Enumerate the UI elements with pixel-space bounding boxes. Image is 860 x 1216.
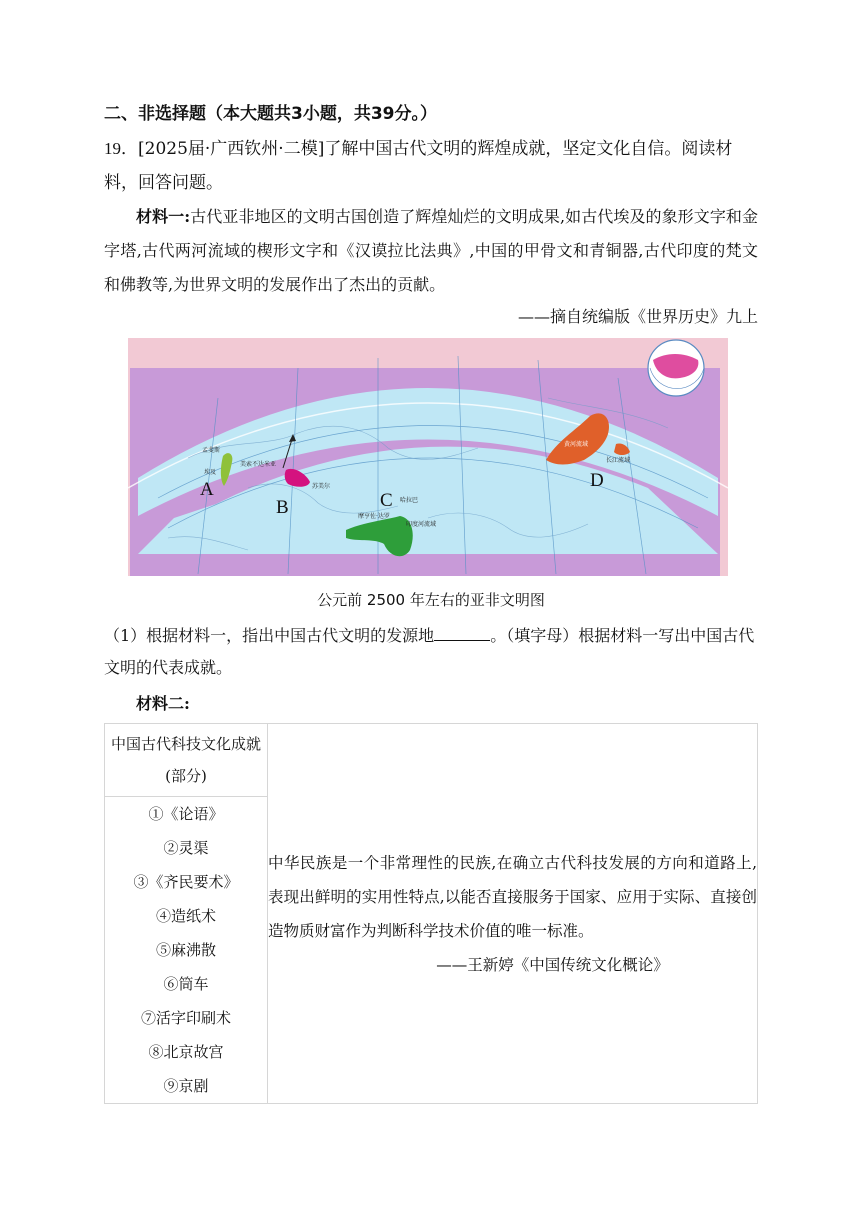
map-graphic <box>128 338 728 576</box>
list-item: ⑦活字印刷术 <box>140 1009 231 1027</box>
list-item: ⑧北京故宫 <box>148 1043 224 1061</box>
quote-source: ——王新婷《中国传统文化概论》 <box>436 955 669 974</box>
list-item: ④造纸术 <box>155 907 216 925</box>
subquestion-1-text-before: （1）根据材料一，指出中国古代文明的发源地 <box>104 626 435 645</box>
civilization-map <box>128 338 728 576</box>
region-d-letter: D <box>590 470 604 491</box>
label-a-side: 埃及 <box>204 469 217 476</box>
map-caption: 公元前 2500 年左右的亚非文明图 <box>317 591 545 609</box>
section-heading: 二、非选择题（本大题共3小题，共39分。） <box>104 104 437 124</box>
question-number: 19． <box>104 139 138 158</box>
subquestion-1 <box>104 620 760 684</box>
label-a-top: 孟斐斯 <box>202 447 221 454</box>
region-c-letter: C <box>380 490 393 511</box>
label-c-left: 摩亨佐·达罗 <box>358 513 390 520</box>
list-item: ①《论语》 <box>148 805 224 823</box>
achievement-list <box>105 797 267 1103</box>
question-19 <box>104 132 760 200</box>
material-two-label: 材料二: <box>136 694 190 713</box>
list-item: ⑨京剧 <box>163 1077 209 1095</box>
list-item: ⑥筒车 <box>163 975 209 993</box>
answer-blank[interactable] <box>434 640 490 641</box>
label-b-arrow: 美索不达米亚 <box>240 461 277 468</box>
label-d-top: 黄河流域 <box>564 441 589 448</box>
list-item: ②灵渠 <box>163 839 209 857</box>
quote-text: 中华民族是一个非常理性的民族,在确立古代科技发展的方向和道路上,表现出鲜明的实用性特点,以能否直接服务于国家、应用于实际、直接创造物质财富作为判断科学技术价值的唯一标准。 <box>268 853 757 940</box>
label-d-right: 长江流域 <box>606 457 631 464</box>
quote-cell <box>268 724 758 1104</box>
label-b-side: 苏美尔 <box>312 483 331 490</box>
region-b-letter: B <box>276 497 289 518</box>
material-one-label: 材料一: <box>136 207 191 226</box>
subquestion-1-text-after: 。（填字母）根据材料一写出中国古代文明的代表成就。 <box>104 626 755 677</box>
label-c-river: 印度河流域 <box>406 521 437 528</box>
achievement-list-cell <box>105 797 268 1104</box>
table-header-cell: 中国古代科技文化成就(部分) <box>105 724 268 797</box>
material-one-source: ——摘自统编版《世界历史》九上 <box>517 307 758 326</box>
list-item: ⑤麻沸散 <box>155 941 216 959</box>
material-one-text: 古代亚非地区的文明古国创造了辉煌灿烂的文明成果,如古代埃及的象形文字和金字塔,古代两河流域的楔形文字和《汉谟拉比法典》,中国的甲骨文和青铜器,古代印度的梵文和佛教等,为世界文明的发展作出了杰出的贡献。 <box>104 207 758 294</box>
material-one <box>104 200 758 302</box>
region-a-letter: A <box>200 479 214 500</box>
list-item: ③《齐民要术》 <box>133 873 239 891</box>
material-two-table <box>104 723 758 1104</box>
label-c-top: 哈拉巴 <box>400 497 419 504</box>
question-text: [2025届·广西钦州·二模]了解中国古代文明的辉煌成就，坚定文化自信。阅读材料，回答问题。 <box>104 139 733 193</box>
